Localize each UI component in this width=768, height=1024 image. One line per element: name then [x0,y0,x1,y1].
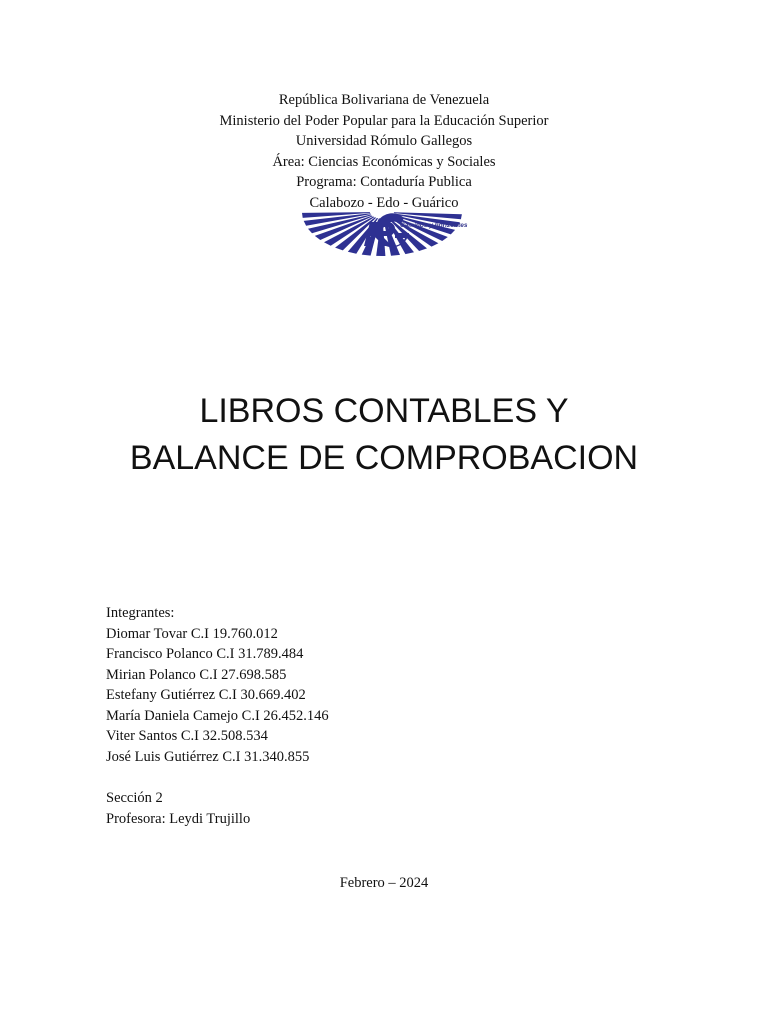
title-line-2: BALANCE DE COMPROBACION [129,439,639,477]
member-item: José Luis Gutiérrez C.I 31.340.855 [106,748,310,765]
header-line-location: Calabozo - Edo - Guárico [309,194,459,211]
header-line-ministry: Ministerio del Poder Popular para la Educación Superior [219,112,549,129]
title-line-1: LIBROS CONTABLES Y [199,392,569,430]
header-line-area: Área: Ciencias Económicas y Sociales [272,153,496,170]
header-line-university: Universidad Rómulo Gallegos [295,133,473,149]
member-item: Viter Santos C.I 32.508.534 [106,728,268,744]
institution-header [0,90,768,213]
member-item: Mirian Polanco C.I 27.698.585 [106,666,287,683]
member-item: Diomar Tovar C.I 19.760.012 [106,625,278,642]
section-label: Sección 2 [106,790,163,806]
header-line-program: Programa: Contaduría Publica [296,174,472,190]
member-item: María Daniela Camejo C.I 26.452.146 [106,707,329,724]
header-line-country: República Bolivariana de Venezuela [278,92,490,108]
member-item: Francisco Polanco C.I 31.789.484 [106,646,304,662]
member-item: Estefany Gutiérrez C.I 30.669.402 [106,687,306,703]
section-info [106,788,250,829]
logo-tagline: Caminos y horizontes [400,222,468,229]
members-label: Integrantes: [106,605,175,621]
professor-name: Profesora: Leydi Trujillo [106,810,251,827]
members-list [106,603,329,767]
document-date: Febrero – 2024 [339,875,429,891]
document-title [0,388,768,482]
